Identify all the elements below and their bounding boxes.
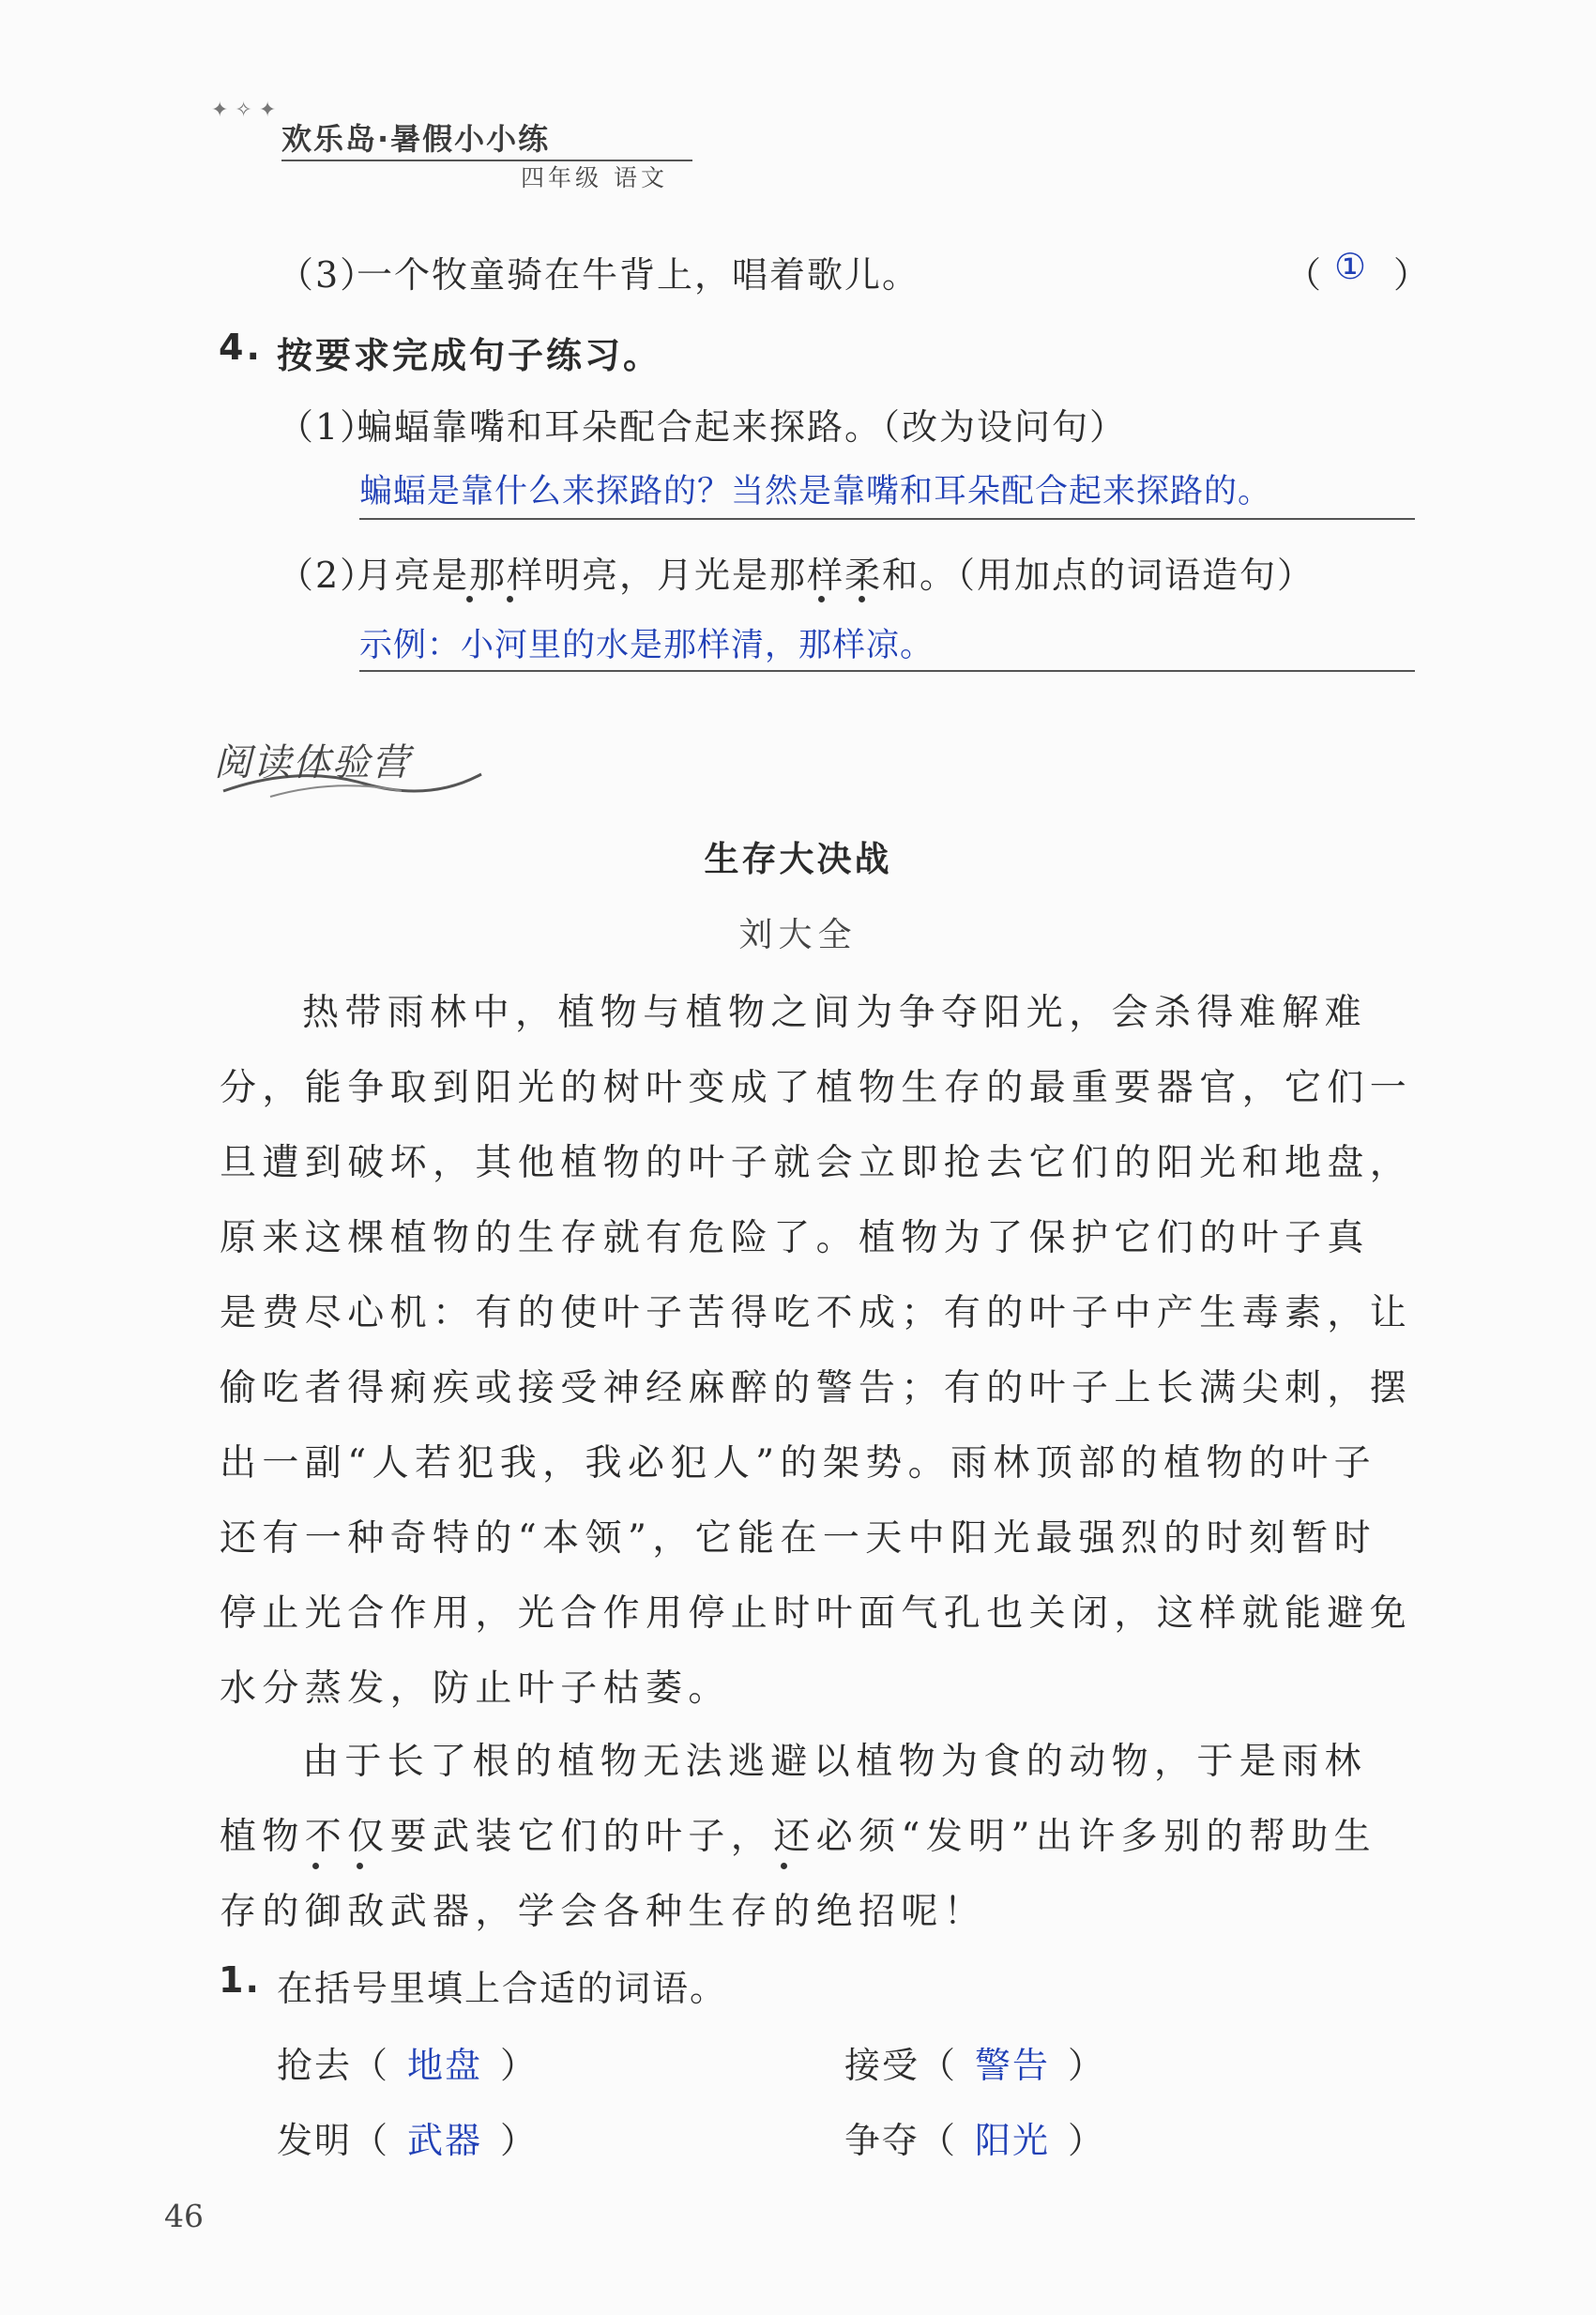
pair-word: 抢去 bbox=[277, 2045, 353, 2086]
q4-item1-label: （1） bbox=[278, 406, 378, 448]
paragraph-line: 旦遭到破坏，其他植物的叶子就会立即抢去它们的阳光和地盘， bbox=[220, 1142, 1413, 1184]
paragraph-line: 热带雨林中，植物与植物之间为争夺阳光，会杀得难解难 bbox=[302, 992, 1368, 1034]
pair-answer: 武器 bbox=[407, 2120, 483, 2161]
paragraph-line: 原来这棵植物的生存就有危险了。植物为了保护它们的叶子真 bbox=[220, 1217, 1370, 1259]
exercise1-pair bbox=[277, 2111, 538, 2163]
article-title: 生存大决战 bbox=[704, 839, 892, 879]
q4-item2-prompt: 月亮是那样明亮，月光是那样柔和。（用加点的词语造句） bbox=[357, 555, 1315, 596]
paragraph-line: 由于长了根的植物无法逃避以植物为食的动物，于是雨林 bbox=[302, 1741, 1368, 1783]
page-number: 46 bbox=[164, 2198, 204, 2234]
paragraph-line: 水分蒸发，防止叶子枯萎。 bbox=[220, 1668, 731, 1710]
paren-open: （ bbox=[352, 2045, 390, 2086]
emphasis-dot bbox=[312, 1863, 319, 1869]
emphasis-dot bbox=[466, 596, 473, 602]
q3-item-text: 一个牧童骑在牛背上，唱着歌儿。 bbox=[357, 254, 920, 296]
paren-close: ） bbox=[500, 2120, 539, 2161]
pair-answer: 地盘 bbox=[407, 2045, 483, 2086]
q4-item1-prompt: 蝙蝠靠嘴和耳朵配合起来探路。（改为设问句） bbox=[357, 406, 1128, 448]
paren-close: ） bbox=[1068, 2045, 1106, 2086]
exercise1-pair bbox=[277, 2036, 538, 2088]
reading-section-banner bbox=[214, 727, 486, 802]
answer-line-2 bbox=[359, 670, 1415, 672]
q3-answer: ① bbox=[1334, 246, 1369, 287]
q4-number: 4. bbox=[219, 327, 263, 368]
q4-title: 按要求完成句子练习。 bbox=[277, 335, 662, 376]
article-paragraph-1 bbox=[220, 976, 1412, 1727]
paragraph-line: 是费尽心机：有的使叶子苦得吃不成；有的叶子中产生毒素，让 bbox=[220, 1292, 1413, 1334]
paragraph-line: 存的御敌武器，学会各种生存的绝招呢！ bbox=[220, 1891, 987, 1933]
q3-item-label: （3） bbox=[278, 254, 378, 296]
exercise1-number: 1. bbox=[219, 1959, 261, 2001]
grade-subject: 四年级 语文 bbox=[521, 164, 668, 191]
paren-open: （ bbox=[352, 2120, 390, 2161]
paren-close: ） bbox=[500, 2045, 539, 2086]
answer-line-1 bbox=[359, 518, 1415, 520]
paren-close: ） bbox=[1068, 2120, 1106, 2161]
emphasis-dot bbox=[859, 596, 865, 602]
paragraph-line: 还有一种奇特的“本领”，它能在一天中阳光最强烈的时刻暂时 bbox=[220, 1517, 1377, 1560]
q3-paren-close: ） bbox=[1393, 254, 1432, 296]
paragraph-line: 停止光合作用，光合作用停止时叶面气孔也关闭，这样就能避免 bbox=[220, 1592, 1413, 1635]
emphasis-dot bbox=[818, 596, 825, 602]
paragraph-line: 出一副“人若犯我，我必犯人”的架势。雨林顶部的植物的叶子 bbox=[220, 1442, 1377, 1485]
paren-open: （ bbox=[920, 2120, 958, 2161]
article-author: 刘大全 bbox=[738, 916, 858, 954]
banner-text: 阅读体验营 bbox=[214, 741, 411, 784]
paren-open: （ bbox=[920, 2045, 958, 2086]
paragraph-line: 偷吃者得痢疾或接受神经麻醉的警告；有的叶子上长满尖刺，摆 bbox=[220, 1367, 1413, 1409]
pair-answer: 阳光 bbox=[975, 2120, 1051, 2161]
q3-paren-open: （ bbox=[1285, 254, 1324, 296]
article-paragraph-2 bbox=[220, 1725, 1376, 1950]
paragraph-line: 植物不仅要武装它们的叶子，还必须“发明”出许多别的帮助生 bbox=[220, 1816, 1377, 1858]
emphasis-dot bbox=[357, 1863, 363, 1869]
q4-item1-answer: 蝙蝠是靠什么来探路的？当然是靠嘴和耳朵配合起来探路的。 bbox=[359, 473, 1272, 510]
pair-word: 争夺 bbox=[844, 2120, 920, 2161]
paragraph-line: 分，能争取到阳光的树叶变成了植物生存的最重要器官，它们一 bbox=[220, 1067, 1413, 1109]
q4-item2-label: （2） bbox=[278, 555, 378, 596]
exercise1-pair bbox=[844, 2036, 1105, 2088]
exercise1-pair bbox=[844, 2111, 1105, 2163]
star-decoration-icon: ✦ ✧ ✦ bbox=[211, 99, 277, 122]
series-title: 欢乐岛·暑假小小练 bbox=[281, 121, 551, 157]
q4-item2-answer: 示例：小河里的水是那样清，那样凉。 bbox=[359, 627, 935, 664]
emphasis-dot bbox=[781, 1863, 787, 1869]
pair-answer: 警告 bbox=[975, 2045, 1051, 2086]
pair-word: 发明 bbox=[277, 2120, 353, 2161]
pair-word: 接受 bbox=[844, 2045, 920, 2086]
emphasis-dot bbox=[507, 596, 513, 602]
exercise1-title: 在括号里填上合适的词语。 bbox=[277, 1968, 728, 2009]
